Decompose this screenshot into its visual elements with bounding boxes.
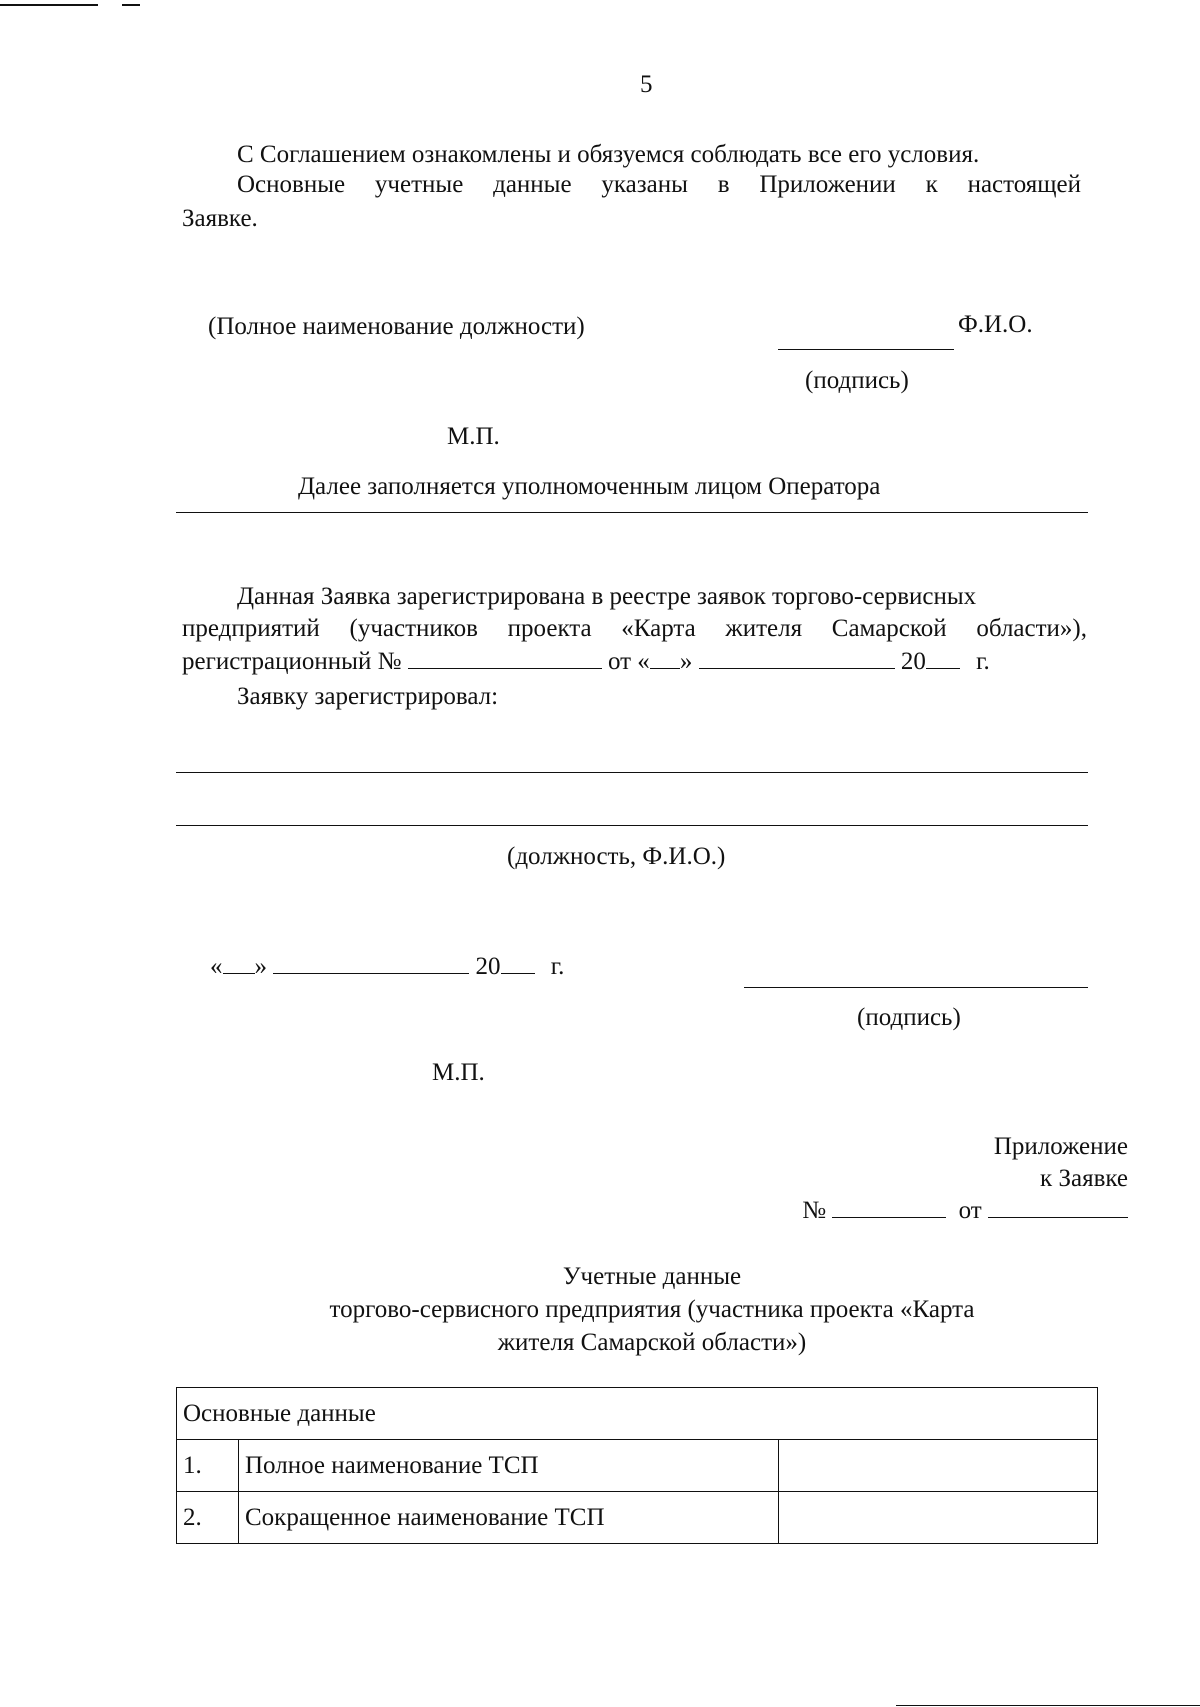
- row-value-cell[interactable]: [779, 1440, 1098, 1492]
- table-row: [177, 1492, 1098, 1544]
- date-close-quote: »: [254, 953, 267, 980]
- operator-stamp: М.П.: [432, 1059, 485, 1086]
- reg-from-label: от «: [607, 648, 650, 675]
- intro-line-2: Основные учетные данные указаны в Приложении к настоящей: [237, 171, 1081, 198]
- table-section-row: [177, 1388, 1098, 1440]
- registered-by-label: Заявку зарегистрировал:: [237, 683, 499, 710]
- date-open-quote: «: [210, 953, 223, 980]
- page-number: 5: [640, 71, 653, 98]
- date-month-field[interactable]: [273, 951, 469, 974]
- date-year-prefix: 20: [475, 953, 501, 980]
- appendix-from-label: от: [958, 1197, 982, 1224]
- intro-line-3: Заявке.: [182, 205, 258, 232]
- reg-day-field[interactable]: [650, 646, 680, 669]
- position-label: (Полное наименование должности): [208, 313, 585, 340]
- operator-signature-caption: (подпись): [857, 1004, 961, 1031]
- row-label: Сокращенное наименование ТСП: [239, 1492, 779, 1544]
- accounting-title-1: Учетные данные: [562, 1263, 742, 1290]
- registrar-line-1[interactable]: [176, 772, 1088, 773]
- accounting-table: [176, 1387, 1098, 1544]
- scan-edge-mark: [0, 4, 98, 6]
- reg-month-field[interactable]: [699, 646, 895, 669]
- fio-label: Ф.И.О.: [958, 311, 1033, 338]
- row-label: Полное наименование ТСП: [239, 1440, 779, 1492]
- intro-line-1: С Соглашением ознакомлены и обязуемся соблюдать все его условия.: [237, 141, 980, 168]
- applicant-signature-caption: (подпись): [805, 367, 909, 394]
- reg-year-suffix: г.: [976, 648, 990, 675]
- date-year-field[interactable]: [501, 951, 535, 974]
- registration-line-1: Данная Заявка зарегистрирована в реестре заявок торгово-сервисных: [237, 583, 977, 610]
- scan-bottom-mark: [896, 1705, 1200, 1706]
- date-day-field[interactable]: [223, 951, 255, 974]
- reg-year-prefix: 20: [900, 648, 926, 675]
- appendix-date-field[interactable]: [988, 1195, 1128, 1218]
- operator-heading-rule: [176, 512, 1088, 513]
- registrar-line-2[interactable]: [176, 825, 1088, 826]
- reg-no-field[interactable]: [408, 646, 602, 669]
- applicant-signature-line[interactable]: [778, 349, 954, 350]
- appendix-label-2: к Заявке: [1040, 1165, 1128, 1192]
- accounting-title-3: жителя Самарской области»): [497, 1329, 807, 1356]
- accounting-title-2: торгово-сервисного предприятия (участника проекта «Карта: [329, 1296, 975, 1323]
- appendix-label-1: Приложение: [993, 1133, 1128, 1160]
- scan-edge-mark: [122, 4, 140, 6]
- applicant-stamp: М.П.: [447, 423, 500, 450]
- operator-heading: Далее заполняется уполномоченным лицом Оператора: [298, 473, 881, 500]
- registration-line-2: предприятий (участников проекта «Карта жителя Самарской области»),: [182, 615, 1087, 642]
- reg-no-label: регистрационный №: [182, 648, 402, 675]
- appendix-no-label: №: [802, 1197, 827, 1224]
- table-row: [177, 1440, 1098, 1492]
- reg-year-field[interactable]: [926, 646, 960, 669]
- registration-number-row: [182, 645, 990, 679]
- section-header-cell: Основные данные: [177, 1388, 1098, 1440]
- reg-quote-close: »: [679, 648, 693, 675]
- row-value-cell[interactable]: [779, 1492, 1098, 1544]
- appendix-no-field[interactable]: [832, 1195, 946, 1218]
- operator-date-row: [210, 950, 564, 984]
- row-number: 2.: [177, 1492, 239, 1544]
- date-year-suffix: г.: [550, 953, 565, 980]
- row-number: 1.: [177, 1440, 239, 1492]
- appendix-number-row: [802, 1194, 1128, 1228]
- operator-signature-line[interactable]: [744, 987, 1088, 988]
- position-fio-caption: (должность, Ф.И.О.): [507, 843, 726, 870]
